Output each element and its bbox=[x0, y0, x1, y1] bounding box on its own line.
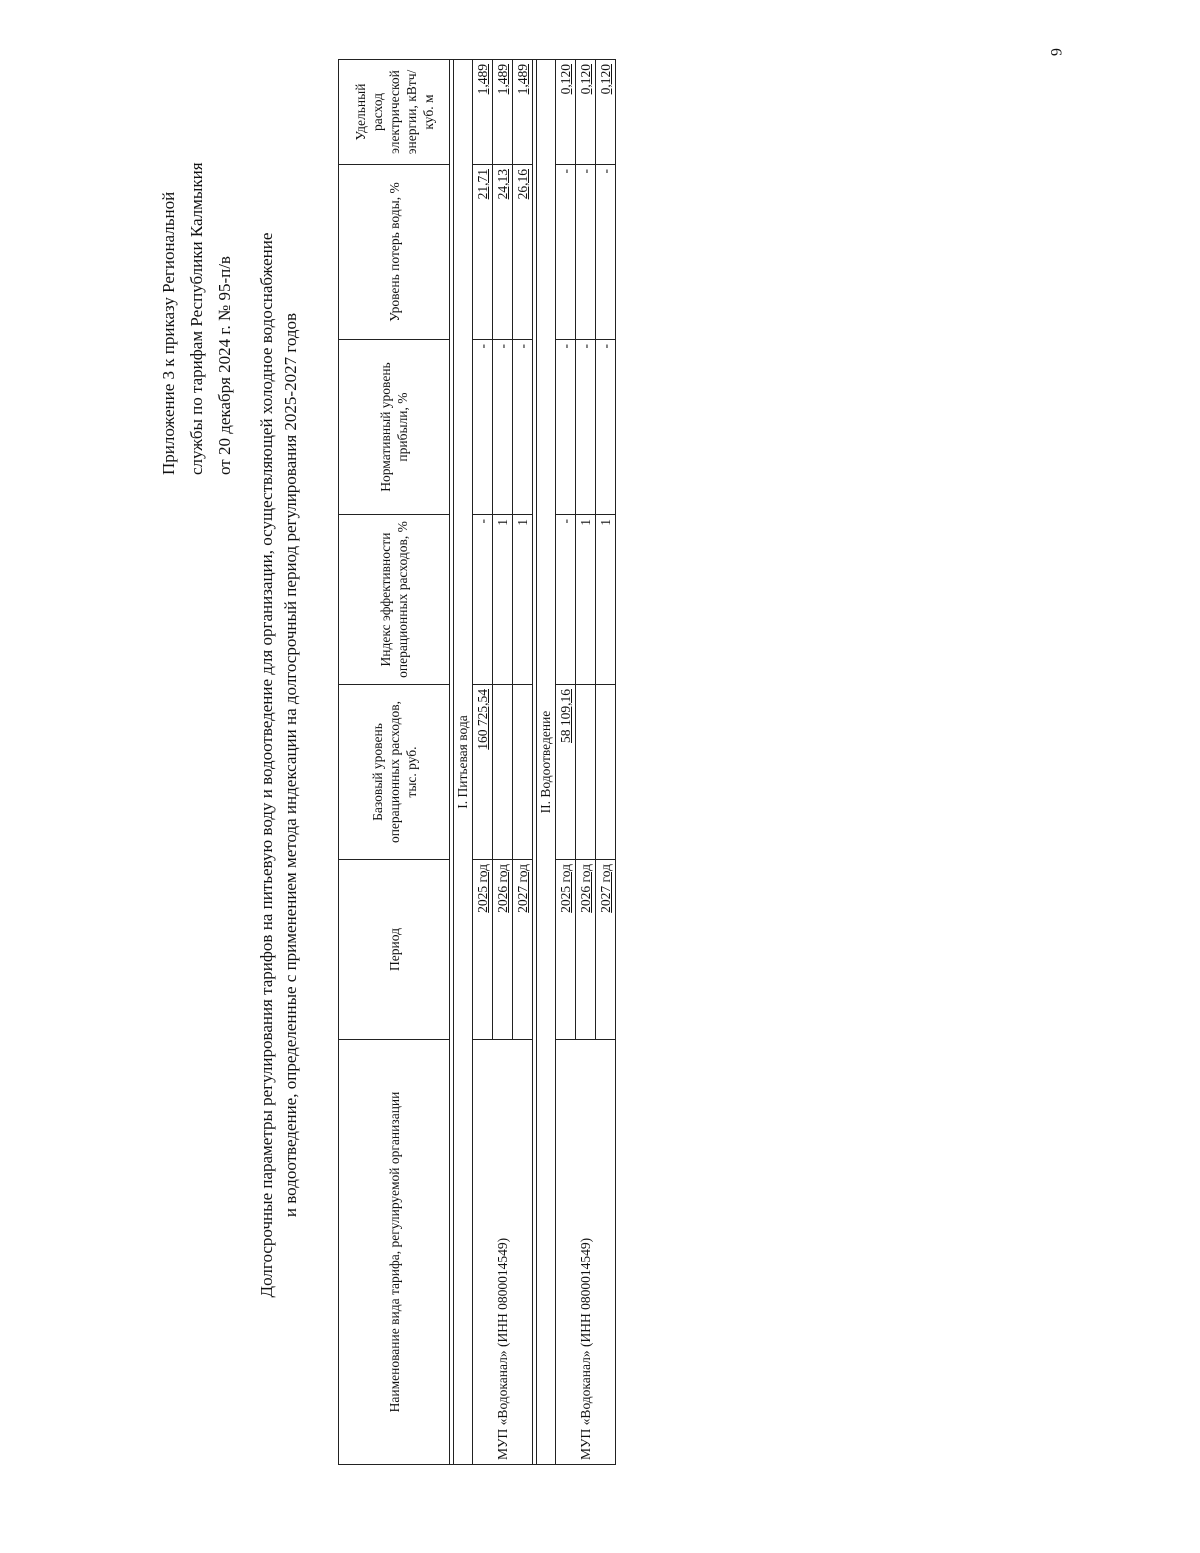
header-loss: Уровень потерь воды, % bbox=[339, 165, 450, 340]
cell-index: 1 bbox=[493, 515, 513, 685]
document-title-line-2: и водоотведение, определенные с применением метода индексации на долгосрочный период регулирования 2025-2027 годов bbox=[281, 312, 300, 1218]
cell-energy: 0,120 bbox=[576, 60, 596, 165]
cell-index: 1 bbox=[596, 515, 616, 685]
cell-index: 1 bbox=[513, 515, 533, 685]
cell-energy: 1,489 bbox=[513, 60, 533, 165]
cell-period: 2025 год bbox=[473, 860, 493, 1040]
cell-loss: - bbox=[576, 165, 596, 340]
section-title: I. Питьевая вода bbox=[454, 60, 473, 1465]
cell-norm: - bbox=[576, 340, 596, 515]
cell-index: 1 bbox=[576, 515, 596, 685]
header-period: Период bbox=[339, 860, 450, 1040]
cell-base bbox=[513, 685, 533, 860]
table-header-row bbox=[339, 60, 450, 1465]
document-title bbox=[255, 40, 303, 1490]
cell-energy: 0,120 bbox=[556, 60, 576, 165]
cell-loss: - bbox=[596, 165, 616, 340]
rotated-page-content bbox=[155, 40, 715, 1490]
cell-base bbox=[576, 685, 596, 860]
cell-loss: 21,71 bbox=[473, 165, 493, 340]
cell-index: - bbox=[473, 515, 493, 685]
cell-norm: - bbox=[473, 340, 493, 515]
cell-norm: - bbox=[556, 340, 576, 515]
page-number: 6 bbox=[1047, 48, 1064, 56]
cell-period: 2027 год bbox=[596, 860, 616, 1040]
appendix-reference bbox=[155, 55, 239, 475]
header-index: Индекс эффективности операционных расходов, % bbox=[339, 515, 450, 685]
cell-period: 2027 год bbox=[513, 860, 533, 1040]
appendix-line-2: службы по тарифам Республики Калмыкия bbox=[187, 162, 206, 475]
header-energy: Удельный расход электрической энергии, кВтч/куб. м bbox=[339, 60, 450, 165]
header-base: Базовый уровень операционных расходов, тыс. руб. bbox=[339, 685, 450, 860]
document-title-line-1: Долгосрочные параметры регулирования тарифов на питьевую воду и водоотведение для организации, осуществляющей холодное водоснабжение bbox=[257, 232, 276, 1298]
parameters-table bbox=[338, 59, 616, 1465]
header-norm: Нормативный уровень прибыли, % bbox=[339, 340, 450, 515]
cell-base bbox=[493, 685, 513, 860]
appendix-line-3: от 20 декабря 2024 г. № 95-п/в bbox=[215, 256, 234, 475]
cell-norm: - bbox=[513, 340, 533, 515]
org-name: МУП «Водоканал» (ИНН 0800014549) bbox=[556, 1040, 616, 1465]
org-name: МУП «Водоканал» (ИНН 0800014549) bbox=[473, 1040, 533, 1465]
cell-period: 2025 год bbox=[556, 860, 576, 1040]
cell-loss: 26,16 bbox=[513, 165, 533, 340]
cell-loss: 24,13 bbox=[493, 165, 513, 340]
cell-base bbox=[596, 685, 616, 860]
section-title: II. Водоотведение bbox=[537, 60, 556, 1465]
header-name: Наименование вида тарифа, регулируемой организации bbox=[339, 1040, 450, 1465]
appendix-line-1: Приложение 3 к приказу Региональной bbox=[159, 191, 178, 475]
cell-loss: - bbox=[556, 165, 576, 340]
table-row bbox=[473, 60, 493, 1465]
cell-energy: 0,120 bbox=[596, 60, 616, 165]
cell-base: 58 109,16 bbox=[556, 685, 576, 860]
cell-energy: 1,489 bbox=[473, 60, 493, 165]
cell-norm: - bbox=[596, 340, 616, 515]
table-row bbox=[556, 60, 576, 1465]
cell-index: - bbox=[556, 515, 576, 685]
cell-base: 160 725,54 bbox=[473, 685, 493, 860]
cell-period: 2026 год bbox=[493, 860, 513, 1040]
cell-period: 2026 год bbox=[576, 860, 596, 1040]
cell-energy: 1,489 bbox=[493, 60, 513, 165]
cell-norm: - bbox=[493, 340, 513, 515]
